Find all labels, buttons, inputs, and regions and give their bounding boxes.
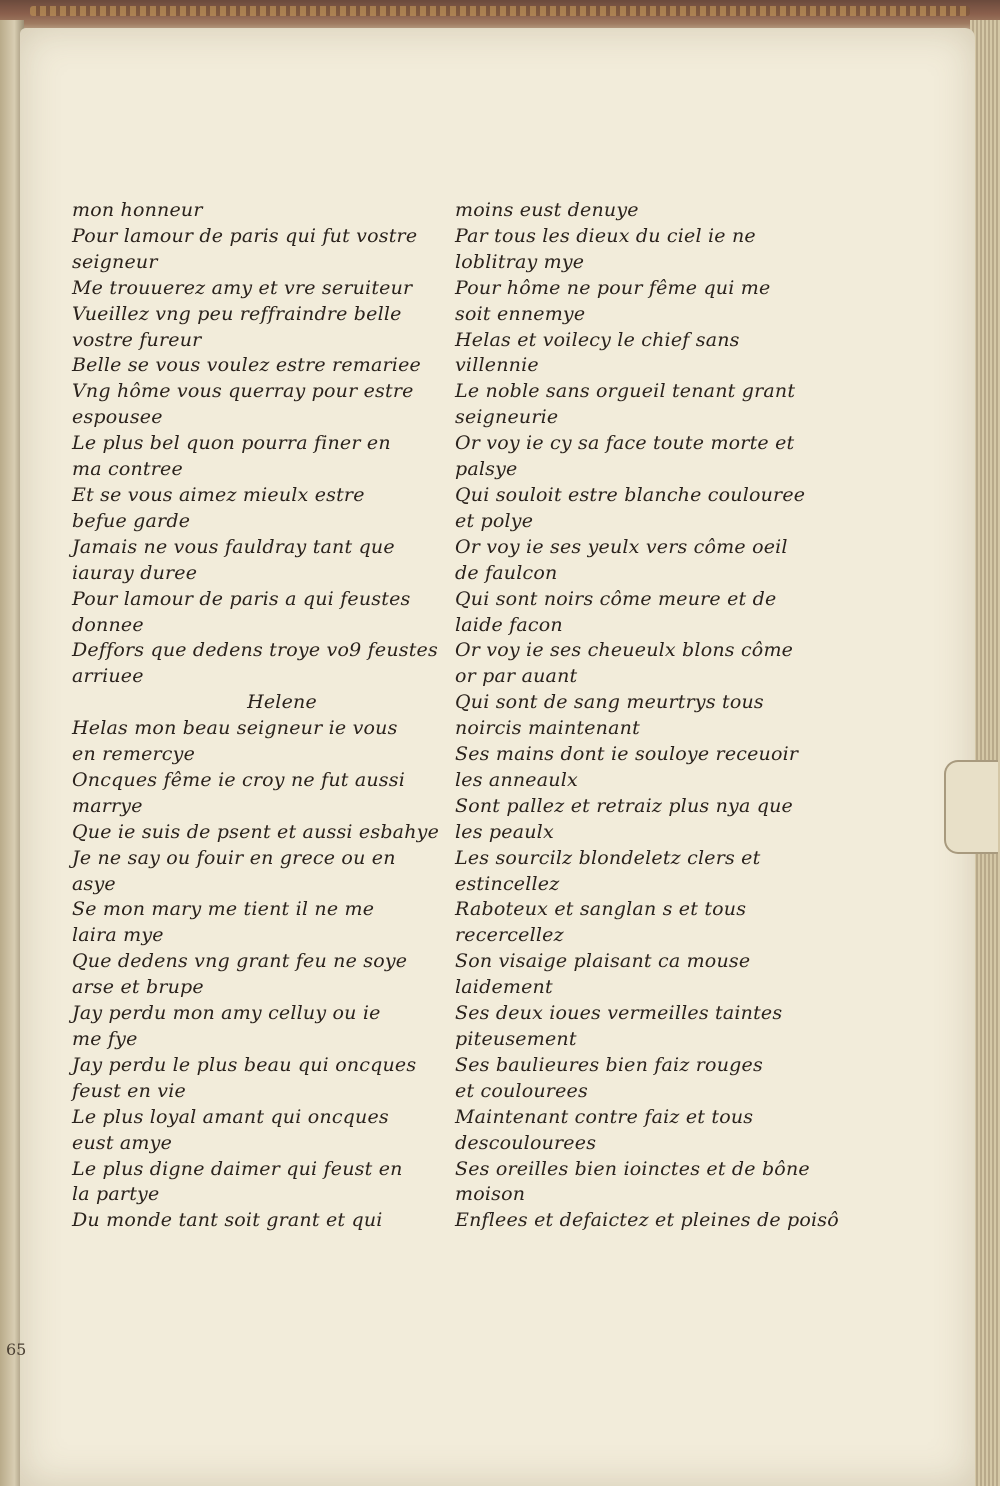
text-line: Par tous les dieux du ciel ie ne xyxy=(455,224,756,247)
text-line: laide facon xyxy=(455,613,563,636)
text-line: Raboteux et sanglan s et tous xyxy=(455,898,747,921)
text-line: Jay perdu le plus beau qui oncques xyxy=(72,1053,417,1076)
text-line: Pour lamour de paris qui fut vostre xyxy=(72,224,418,247)
text-line: palsye xyxy=(455,458,518,481)
text-line: Pour lamour de paris a qui feustes xyxy=(72,587,411,610)
left-text-column xyxy=(72,198,452,1234)
text-line: Or voy ie cy sa face toute morte et xyxy=(455,432,795,455)
clasp-tab xyxy=(944,760,998,854)
text-line: et coulourees xyxy=(455,1079,588,1102)
text-line: soit ennemye xyxy=(455,302,586,325)
text-line: Du monde tant soit grant et qui xyxy=(72,1209,383,1232)
text-line: Vueillez vng peu reffraindre belle xyxy=(72,302,402,325)
text-line: Le plus bel quon pourra finer en xyxy=(72,432,391,455)
text-line: loblitray mye xyxy=(455,250,585,273)
text-line: asye xyxy=(72,872,116,895)
text-line: les anneaulx xyxy=(455,768,578,791)
text-line: marrye xyxy=(72,794,143,817)
text-line: seigneurie xyxy=(455,406,559,429)
text-line: eust amye xyxy=(72,1131,173,1154)
text-line: Le noble sans orgueil tenant grant xyxy=(455,380,796,403)
text-line: Les sourcilz blondeletz clers et xyxy=(455,846,761,869)
text-line: arriuee xyxy=(72,665,144,688)
text-line: Je ne say ou fouir en grece ou en xyxy=(72,846,396,869)
text-line: arse et brupe xyxy=(72,976,204,999)
text-line: Pour hôme ne pour fême qui me xyxy=(455,276,771,299)
text-line: Jay perdu mon amy celluy ou ie xyxy=(72,1002,381,1025)
text-line: befue garde xyxy=(72,509,191,532)
right-text-column xyxy=(455,198,839,1234)
text-line: Helas et voilecy le chief sans xyxy=(455,328,740,351)
text-line: me fye xyxy=(72,1028,138,1050)
text-line: Que dedens vng grant feu ne soye xyxy=(72,950,408,973)
text-line: Helas mon beau seigneur ie vous xyxy=(72,717,398,740)
text-line: Ses mains dont ie souloye receuoir xyxy=(455,743,799,766)
gilt-edge xyxy=(30,6,970,16)
text-line: piteusement xyxy=(455,1028,577,1050)
text-line: Se mon mary me tient il ne me xyxy=(72,898,375,921)
text-line: Enflees et defaictez et pleines de poisô xyxy=(455,1209,839,1232)
text-line: espousee xyxy=(72,406,163,429)
text-line: Deffors que dedens troye vo9 feustes xyxy=(72,639,438,662)
text-line: Or voy ie ses yeulx vers côme oeil xyxy=(455,535,788,558)
text-line: Me trouuerez amy et vre seruiteur xyxy=(72,276,413,299)
text-line: Belle se vous voulez estre remariee xyxy=(72,354,421,377)
text-line: Sont pallez et retraiz plus nya que xyxy=(455,794,793,817)
text-line: Maintenant contre faiz et tous xyxy=(455,1105,754,1128)
text-line: Le plus digne daimer qui feust en xyxy=(72,1157,403,1180)
text-line: Que ie suis de psent et aussi esbahye xyxy=(72,820,440,843)
text-line: de faulcon xyxy=(455,561,558,584)
text-line: estincellez xyxy=(455,872,560,895)
text-line: laidement xyxy=(455,976,553,999)
folio-mark: 65 xyxy=(6,1340,27,1359)
text-line: Qui sont de sang meurtrys tous xyxy=(455,691,764,714)
text-line: en remercye xyxy=(72,743,196,766)
text-line: Or voy ie ses cheueulx blons côme xyxy=(455,639,794,662)
text-line: laira mye xyxy=(72,924,164,947)
text-line: recercellez xyxy=(455,924,564,947)
text-line: Oncques fême ie croy ne fut aussi xyxy=(72,768,405,791)
text-line: Ses deux ioues vermeilles taintes xyxy=(455,1002,783,1025)
text-line: villennie xyxy=(455,354,539,377)
text-line: Qui sont noirs côme meure et de xyxy=(455,587,777,610)
text-line: noircis maintenant xyxy=(455,717,640,740)
text-line: mon honneur xyxy=(72,199,203,221)
text-line: Ses oreilles bien ioinctes et de bône xyxy=(455,1157,810,1180)
text-line: les peaulx xyxy=(455,820,554,843)
text-line: ma contree xyxy=(72,458,183,481)
text-line: Vng hôme vous querray pour estre xyxy=(72,380,414,403)
text-line: or par auant xyxy=(455,665,578,688)
speaker-heading: Helene xyxy=(247,691,317,714)
text-line: Son visaige plaisant ca mouse xyxy=(455,950,751,973)
text-line: descoulourees xyxy=(455,1131,597,1154)
text-line: Jamais ne vous fauldray tant que xyxy=(72,535,395,558)
text-line: iauray duree xyxy=(72,561,198,584)
text-line: vostre fureur xyxy=(72,328,202,351)
text-line: seigneur xyxy=(72,250,158,273)
text-line: Ses baulieures bien faiz rouges xyxy=(455,1053,763,1076)
text-line: moins eust denuye xyxy=(455,199,639,221)
text-line: Le plus loyal amant qui oncques xyxy=(72,1105,389,1128)
text-line: la partye xyxy=(72,1183,160,1206)
text-line: feust en vie xyxy=(72,1079,186,1102)
text-line: et polye xyxy=(455,509,534,532)
text-line: Et se vous aimez mieulx estre xyxy=(72,483,365,506)
text-line: Qui souloit estre blanche coulouree xyxy=(455,483,806,506)
text-line: moison xyxy=(455,1183,526,1206)
text-line: donnee xyxy=(72,613,144,636)
